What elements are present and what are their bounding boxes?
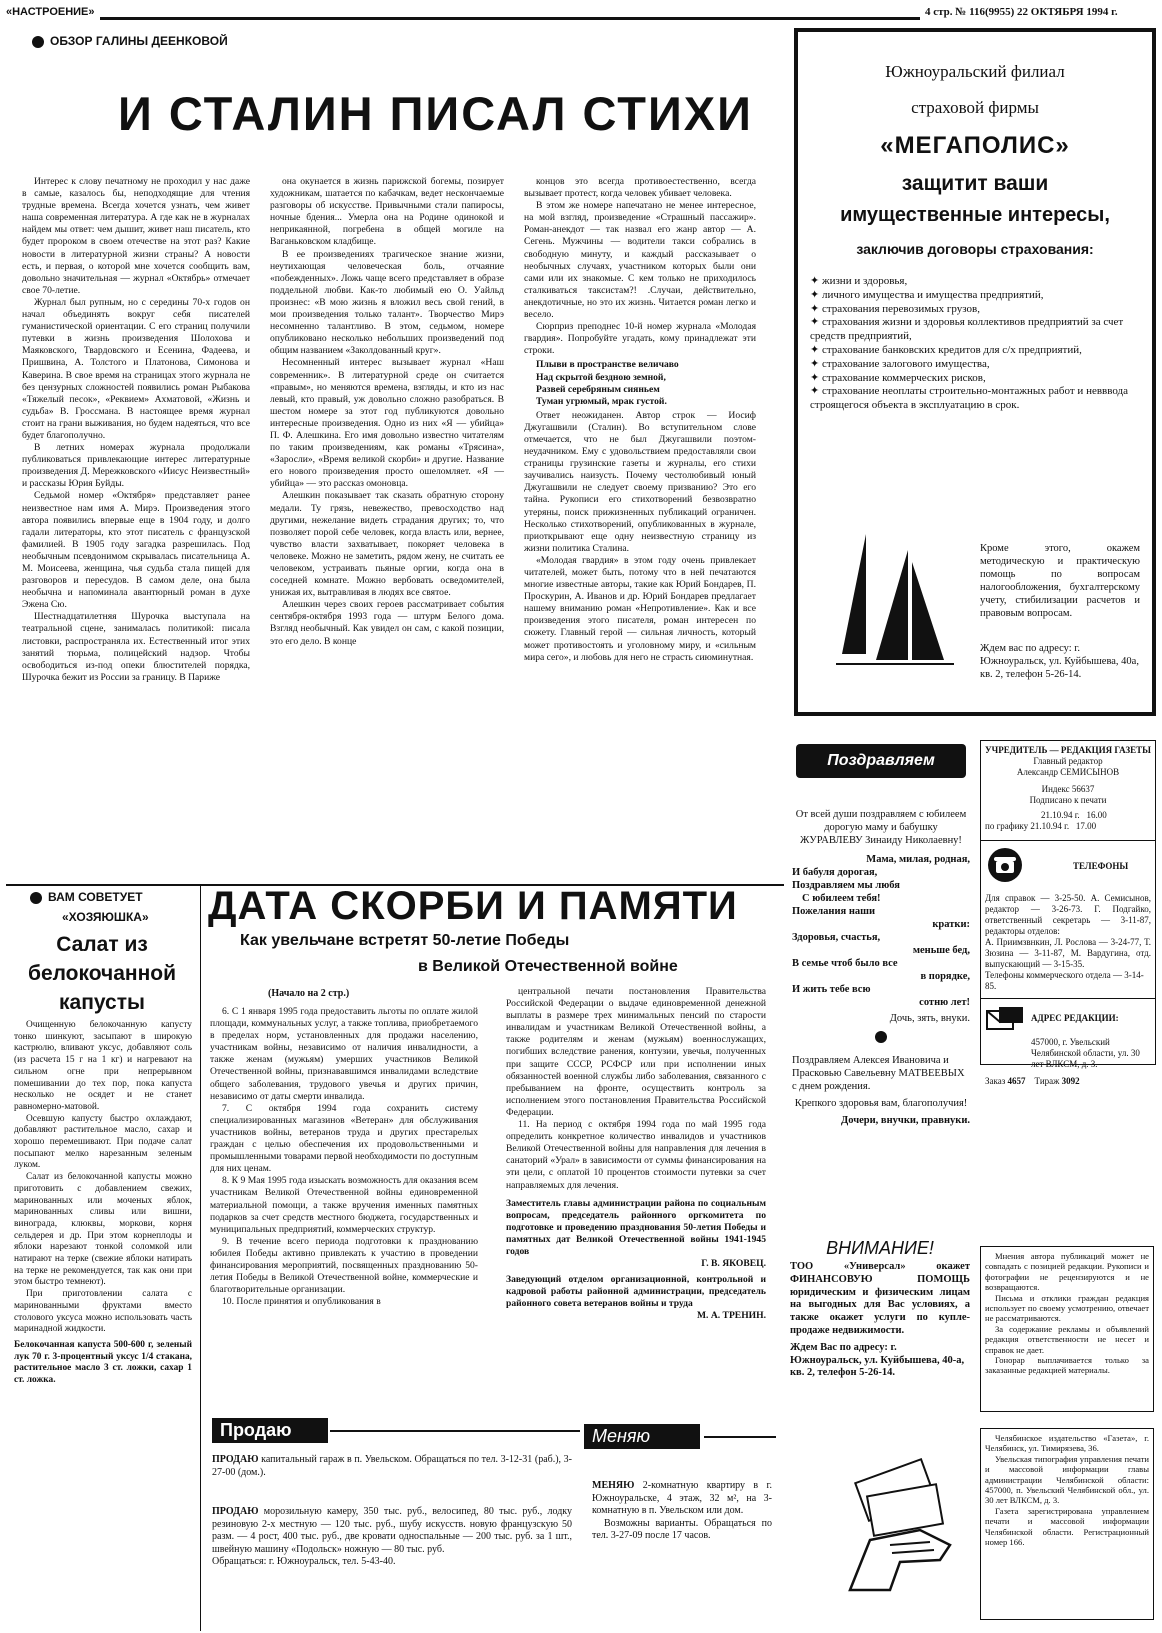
notice-text-1: Мнения автора публикаций может не совпадать с позицией редакции. Рукописи и фотографии не рецензируются и не возвращаются. [985, 1251, 1149, 1293]
publisher-text-2: Увельская типография управления печати и массовой информации главы администрации Челябинской области: 457000, п. Увельский Челябинской обл., ул. 30 лет ВЛКСМ, д. 3. [985, 1453, 1149, 1506]
signed-row-2: по графику 21.10.94 г. 17.00 [985, 821, 1097, 831]
list-item: ✦ жизни и здоровья, [810, 275, 908, 287]
hand-money-icon [830, 1450, 970, 1600]
bullet-icon [792, 1028, 970, 1046]
review-column-2: она окунается в жизнь парижской богемы, позирует художникам, шатается по кабачкам, ведет нескончаемые разговоры об искусстве. Привычными стали папиросы, ночные бдения... Умерла она на Родине одинокой и неприкаянной, погребена в общей могиле на Ваганьковском кладбище. В ее произведениях трагическое знание жизни, неутихающая человеческая боль, отчаяние «побежденных». Ложь чаще всего представляет в образе поддельной любви. Как-то любимый ею О. Уайльд произнес: «В мою жизнь я вложил весь свой гений, в мои произведения только талант». Творчество Мирэ несомненно талантливо. В этом, седьмом, номере опубликовано несколько небольших произведений под общим названием «Заколдованный круг». Несомненный интерес вызывает журнал «Наш современник». В литературной среде он считается «правым», но меняются времена, взгляды, и кто из нас левый, кто правый, уж довольно сложно разобраться. В шестом номере за этот год публикуются довольно интересные произведения. Одно из них «Я — убийца» П. Ф. Алешкина. Его имя довольно известно читателям по таким произведениям, как романы «Трясина», «Заросли», «Время великой скорби» и другие. Название его нового произведения просто ошеломляет. «Я — убийца» — это рассказ омоновца. Алешкин показывает так сказать обратную сторону медали. Ту грязь, невежество, превосходство над другими, нежелание видеть страдания других; то, что позволяет порой себе человек, когда власть или, вернее, чувство власти захватывает, покоряет человека в человеке. Можно не заметить, рядом жену, не считать ее человеком, устраивать пьяные оргии, когда она в соседней комнате. Можно вербовать осведомителей, унижая их, вытравливая в людях все святое. Алешкин через своих героев рассматривает события сентября-октября 1993 года — штурм Белого дома. Взгляд необычный. Как увидел он сам, с какой позиции, это его дело. В конце [270, 176, 504, 647]
continued-note: (Начало на 2 стр.) [268, 988, 350, 999]
phones-text: Для справок — 3-25-50. А. Семисынов, редактор — 3-26-73. Г. Подгайко, ответственный секретарь — 3-11-87, редакторы отделов: [985, 893, 1151, 936]
founder-title: УЧРЕДИТЕЛЬ — РЕДАКЦИЯ ГАЗЕТЫ [984, 745, 1152, 755]
holiday-column-1: 6. С 1 января 1995 года предоставить льготы по оплате жилой площади, коммунальных услуг, а также топлива, приобретаемого в пределах норм, установленных для продажи населению, участникам войны, независимо от наличия инвалидности, а также женам (мужьям) умерших участников Великой Отечественной войны, признававшимся инвалидами вследствие общего заболевания, трудового увечья и других причин, независимо от даты смерти инвалида. 7. С октября 1994 года сохранить систему специализированных магазинов «Ветеран» для обслуживания участников войны, ветеранов труда и других престарелых граждан с целью обеспечения их продовольственными и промышленными товарами первой необходимости по доступным для них ценам. 8. К 9 Мая 1995 года изыскать возможность для оказания всем участникам Великой Отечественной войны единовременной материальной помощи, а также вручения именных памятных подарков за счет средств местного бюджета, государственных и муниципальных предприятий, коммерческих структур. 9. В течение всего периода подготовки к празднованию юбилея Победы активно привлекать к участию в проведении финансирования мероприятий, посвященных празднованию 50-летия Победы в Великой Отечественной войне, коммерческие и благотворительные организации. 10. После принятия и опубликования в [210, 1006, 478, 1308]
editor-label: Главный редактор [1033, 756, 1103, 766]
recipe-title: Салат из белокочанной капусты [27, 933, 177, 1014]
review-column-1: Интерес к слову печатному не проходил у нас даже в самые, казалось бы, неподходящие для чтения трудные времена. Всегда хочется узнать, чем живет наша современная литература. А где как не в журналах найдем мы ответ: чем дышит, живет наш писатель, кто будет пророком в своем отечестве на этот раз? Какие новости в литературной жизни страны? А новости есть, и первая, о которой мне хочется сообщить вам, довольно значительная — журнал «Октябрь» отмечает свое 70-летие. Журнал был рупным, но с середины 70-х годов он начал объединять вокруг себя писателей гуманистической ориентации. С его страниц получили путевки в жизнь произведения Шолохова и Маяковского, Твардовского и Есенина, Фадеева, и Пришвина, А. Толстого и Платонова, Симонова и Каверина. В свое время на страницах этого журнала не без цензурных сложностей появились роман Рыбакова «Тяжелый песок», «Реквием» Ахматовой, «Жизнь и судьба» В. Гроссмана. В настоящее время журнал стоит на грани выживания, но будем надеяться, что все будет благополучно. В летних номерах журнала продолжали публиковаться привлекающие интерес литературные произведения Д. Мережковского «Иисус Неизвестный» и рассказы Юрия Буйды. Седьмой номер «Октября» представляет ранее неизвестное нам имя А. Мирэ. Произведения этого автора появились впервые еще в 1904 году, и долго гадали литераторы, кто этот писатель с французской фамилией. В 1905 году загадка разрешилась. Под необычным псевдонимом скрывалась писательница А. М. Моисеева, женщина, чья судьба стала пищей для разговоров и пересудов. В самом деле, она была необычна и напоминала авантюрный роман в духе Эжена Сю. Шестнадцатилетняя Шурочка выступала на театральной сцене, занималась политикой: писала листовки, распространяла их. Естественный итог этих занятий тюрьма, полицейский надзор. Чтобы освободиться из-под опеки блюстителей порядка, Шурочка бежит из России за границу. В Париже [22, 176, 250, 683]
star-icon: ✦ [810, 343, 822, 356]
poem: Плыви в пространстве величаво Над скрытой бездною земной, Развей серебряным сияньем Туман угрюмый, мрак густой. [536, 359, 679, 407]
exchange-ad: МЕНЯЮ 2-комнатную квартиру в г. Южноуральске, 4 этаж, 32 м², на 3-комнатную в п. Увельском или дом. Возможны варианты. Обращаться по тел. 3-27-09 после 17 часов. [592, 1480, 772, 1541]
sails-logo-icon [836, 524, 956, 674]
list-item: ✦ страхование коммерческих рисков, [810, 371, 986, 384]
publisher-text-3: Газета зарегистрирована управлением печати и массовой информации Челябинской области. Регистрационный номер 166. [985, 1505, 1149, 1548]
order-row: Заказ 4657 Тираж 3092 [985, 1076, 1080, 1086]
recipe-text: Очищенную белокочанную капусту тонко шинкуют, засыпают в широкую кастрюлю, вливают уксус, добавляют соль (из расчета 15 г на 1 кг) и нагревают на сильном огне при непрерывном помешивании до тех пор, пока капуста несколько не осядет и не станет равномерно-матовой. Осевшую капусту быстро охлаждают, добавляют растительное масло, сахар и хорошо перемешивают. При подаче салат посыпают мелко нарезанным зеленым луком. Салат из белокочанной капусты можно приготовить с добавлением свежих, маринованных или моченых яблок, маринованных сливы или вишни, винограда, клюквы, моркови, корня сельдерея и др. При этом корнеплоды и яблоки нарезают тонкой соломкой или натирают на терке (свежие яблоки натирать на терке не рекомендуется, так как они при этом быстро темнеют). При приготовлении салата с маринованными фруктами вместо столового уксуса можно использовать часть маринадной жидкости. Белокочанная капуста 500-600 г, зеленый лук 70 г. 3-процентный уксус 1/4 стакана, растительное масло 3 ст. ложки, сахар 1 ст. ложка. [14, 1020, 192, 1386]
address-header [981, 998, 1155, 1037]
firm-name: «МЕГАПОЛИС» [880, 132, 1070, 159]
section-title: «НАСТРОЕНИЕ» [6, 6, 95, 18]
address-title: АДРЕС РЕДАКЦИИ: [1031, 1013, 1119, 1023]
editor-name: Александр СЕМИСЫНОВ [1016, 767, 1120, 777]
phones-text-3: Телефоны коммерческого отдела — 3-14-85. [985, 970, 1144, 991]
congrats-text-1: От всей души поздравляем с юбилеем дорогую маму и бабушку ЖУРАВЛЕВУ Зинаиду Николаевну! [795, 809, 967, 846]
deputy-title: Заместитель главы администрации района по социальным вопросам, председатель районного оргкомитета по подготовке и проведению празднования 50-летия Победы и памятных дат Великой Отечественной войны 1941-1945 годов [506, 1197, 766, 1257]
exchange-rule [704, 1436, 776, 1438]
issue-info: 4 стр. № 116(9955) 22 ОКТЯБРЯ 1994 г. [925, 6, 1118, 18]
phones-header [981, 840, 1155, 893]
congrats-banner: Поздравляем [796, 744, 966, 778]
phones-title: ТЕЛЕФОНЫ [1073, 861, 1129, 871]
attention-text: ТОО «Универсал» окажет ФИНАНСОВУЮ ПОМОЩЬ юридическим и физическим лицам на выгодных для Вас условиях, а также окажет услуги по купле-продаже недвижимости. [790, 1261, 970, 1336]
sell-ad-2: ПРОДАЮ морозильную камеру, 350 тыс. руб., велосипед, 80 тыс. руб., лодку резиновую 2-х местную — 120 тыс. руб., шубу искусств. новую французскую 50 разм. — 4 рост, 400 тыс. руб., две кровати односпальные — 200 тыс. руб. за 1 шт., швейную машину «Подольск» ножную — 80 тыс. руб. Обращаться: г. Южноуральск, тел. 5-43-40. [212, 1506, 572, 1567]
signed-label: Подписано к печати [1029, 795, 1107, 805]
holiday-subtitle-1: Как увельчане встретят 50-летие Победы [240, 932, 570, 949]
holiday-subtitle-2: в Великой Отечественной войне [418, 958, 678, 975]
envelope-icon [985, 1005, 1025, 1035]
editorial-notice [980, 1246, 1154, 1412]
star-icon: ✦ [810, 288, 822, 301]
congrats-text-3: Крепкого здоровья вам, благополучия! [794, 1098, 968, 1109]
star-icon: ✦ [810, 302, 822, 315]
congrats-sign-2: Дочери, внучки, правнуки. [841, 1115, 970, 1126]
list-item: ✦ личного имущества и имущества предприятий, [810, 288, 1044, 301]
ad-extra: Кроме этого, окажем методическую и практическую помощь по вопросам налогообложения, бухгалтерскому учету, стибилизации расчетов и правовым вопросам. [980, 543, 1140, 619]
ad-line-3: защитит ваши [901, 172, 1049, 195]
byline: ОБЗОР ГАЛИНЫ ДЕЕНКОВОЙ [32, 34, 228, 48]
congrats-verse: Мама, милая, родная, И бабуля дорогая, Поздравляем мы любя С юбилеем тебя! Пожелания наши кратки: Здоровья, счастья, меньше бед, В семье чтоб было все в порядке, И жить тебе всю сотню лет! [792, 854, 970, 1008]
notice-text-4: Гонорар выплачивается только за заказанные редакцией материалы. [985, 1355, 1149, 1376]
attention-ad [790, 1238, 970, 1438]
attention-address: Ждем Вас по адресу: г. Южноуральск, ул. Куйбышева, 40-а, кв. 2, телефон 5-26-14. [790, 1341, 965, 1379]
sell-ad-1: ПРОДАЮ капитальный гараж в п. Увельском. Обращаться по тел. 3-12-31 (раб.), 3-27-00 (дом.). [212, 1454, 573, 1478]
phones-text-2: А. Приимзвнкин, Л. Рослова — 3-24-77, Т. Зюзина — 3-11-87, М. Вардугина, отд. выпускающий — 3-15-35. [985, 937, 1151, 969]
founder-box [980, 740, 1156, 1086]
ad-line-1: Южноуральский филиал [885, 62, 1065, 81]
recipe-rubric-2: «ХОЗЯЮШКА» [62, 910, 149, 924]
congrats-sign-1: Дочь, зять, внуки. [889, 1013, 970, 1024]
sell-rule [330, 1430, 580, 1432]
star-icon: ✦ [810, 371, 822, 384]
bullet-icon [32, 36, 44, 48]
ad-line-2: страховой фирмы [911, 98, 1039, 117]
congrats-section [792, 738, 970, 1168]
recipe-ingredients: Белокочанная капуста 500-600 г, зеленый лук 70 г. 3-процентный уксус 1/4 стакана, растительное масло 3 ст. ложки, сахар 1 ст. ложка. [14, 1339, 192, 1386]
holiday-headline: ДАТА СКОРБИ И ПАМЯТИ [208, 884, 738, 928]
ad-line-5: заключив договоры страхования: [856, 241, 1094, 257]
list-item: ✦ страхования перевозимых грузов, [810, 302, 980, 315]
exchange-rubric: Меняю [584, 1424, 700, 1449]
sell-rubric: Продаю [212, 1418, 328, 1443]
bullet-icon [30, 892, 42, 904]
head-title: Заведующий отделом организационной, контрольной и кадровой работы районной администрации, председатель районного совета ветеранов войны и труда [506, 1274, 766, 1310]
ad-line-4: имущественные интересы, [840, 204, 1110, 226]
list-item: ✦ страхование банковских кредитов для с/х предприятий, [810, 343, 1082, 356]
attention-title: ВНИМАНИЕ! [826, 1238, 934, 1258]
recipe-rubric: ВАМ СОВЕТУЕТ [30, 890, 143, 904]
notice-text-3: За содержание рекламы и объявлений редакция ответственности не несет и справок не дает. [985, 1323, 1149, 1355]
publisher-box [980, 1428, 1154, 1620]
star-icon: ✦ [810, 275, 822, 287]
deputy-name: Г. В. ЯКОВЕЦ. [701, 1258, 766, 1270]
insurance-ad [794, 28, 1156, 716]
review-column-3: концов это всегда противоестественно, всегда вызывает протест, когда человек убивает человека. В этом же номере напечатано не менее интересное, на мой взгляд, произведение «Страшный пассажир». Роман-анекдот — так назвал его жанр автор — А. Сегень. Мужчины — водители такси собрались в свободную минуту, и каждый рассказывает о необычных случаях, участником которых были они сами или их знакомые. С кем только не приходилось сталкиваться таксистам?! .Случаи, действительно, анекдотичные, но это их жизнь. Читается роман легко и весело. Сюрприз преподнес 10-й номер журнала «Молодая гвардия». Попробуйте угадать, кому принадлежат эти строки. Плыви в пространстве величаво Над скрытой бездною земной, Развей серебряным сияньем Туман угрюмый, мрак густой. Ответ неожиданен. Автор строк — Иосиф Джугашвили (Сталин). Во вступительном слове отмечается, что не был Джугашвили поэтом-неудачником. Ему с удовольствием предоставляли свои страницы грузинские газеты и журналы, его стихи заучивались наизусть. Почему честолюбивый юный Джугашвили не следует своему призванию? Это его тайна. Рукописи его стихотворений безвозвратно утеряны, поиск прижизненных публикаций ограничен. Несколько стихотворений, опубликованных в журнале, приоткрывают еще одну неизвестную страницу из жизни политика Сталина. «Молодая гвардия» в этом году очень привлекает читателей, может быть, потому что в ней печатаются многие известные авторы, такие как Юрий Бондарев, П. Проскурин, А. Иванов и др. Юрий Бондарев предлагает нашему вниманию роман «Непротивление». Как и все произведения этого писателя, роман интересен по сюжету. Главный герой — сильная личность, который может противостоять и уголовному миру, и «сильным мира сего», и любовь для него не страсть сиюминутная. [524, 176, 756, 663]
notice-text-2: Письма и отклики граждан редакция использует по своему усмотрению, отвечает не рассматриваются. [985, 1292, 1149, 1324]
list-item: ✦ страхование залогового имущества, [810, 357, 990, 370]
holiday-column-2: центральной печати постановления Правительства Российской Федерации о выдаче единовременной денежной выплаты в размере трех минимальных пенсий по старости инвалидам и участникам Великой Отечественной войны, а также родителям и женам (мужьям) военнослужащих, погибших вследствие ранения, контузии, увечья, полученных при защите СССР, РСФСР или при исполнении иных обязанностей военной службы либо заболевания, связанного с пребыванием на фронте, осуществить контроль за исполнением этого постановления Правительства Российской Федерации. 11. На период с октября 1994 года по май 1995 года определить конкретное количество инвалидов и участников Великой Отечественной войны для направления для лечения в санаторий «Урал» в зависимости от суммы финансирования на эти цели, с оплатой 10 процентов стоимости путевки за счет направляемых для лечения. Заместитель главы администрации района по социальным вопросам, председатель районного оргкомитета по подготовке и проведению празднования 50-летия Победы и памятных дат Великой Отечественной войны 1941-1945 годов Г. В. ЯКОВЕЦ. Заведующий отделом организационной, контрольной и кадровой работы районной администрации, председатель районного совета ветеранов войны и труда М. А. ТРЕНИН. [506, 986, 766, 1322]
insurance-list [810, 275, 1138, 413]
recipe-divider [200, 886, 201, 1631]
article-headline: И СТАЛИН ПИСАЛ СТИХИ [118, 87, 753, 140]
subscription-index: Индекс 56637 [1041, 784, 1095, 794]
star-icon: ✦ [810, 385, 822, 398]
address-text: 457000, г. Увельский Челябинской области, ул. 30 лет ВЛКСМ, д. 3. [1031, 1037, 1140, 1069]
star-icon: ✦ [810, 357, 822, 370]
congrats-text-2: Поздравляем Алексея Ивановича и Прасковью Савельевну МАТВЕЕВЫХ с днем рождения. [792, 1055, 965, 1092]
ad-address: Ждем вас по адресу: г. Южноуральск, ул. Куйбышева, 40а, кв. 2, телефон 5-26-14. [980, 643, 1139, 680]
signed-row-1: 21.10.94 г. 16.00 [1041, 810, 1107, 820]
masthead-rule [100, 17, 920, 20]
list-item: ✦ страхования жизни и здоровья коллективов предприятий за счет средств предприятий, [810, 316, 1124, 343]
telephone-icon [987, 847, 1023, 883]
list-item: ✦ страхование неоплаты строительно-монтажных работ и невввода строящегося объекта в эксплуатацию в срок. [810, 385, 1129, 412]
star-icon: ✦ [810, 316, 822, 329]
publisher-text-1: Челябинское издательство «Газета», г. Челябинск, ул. Тимирязева, 36. [985, 1433, 1149, 1454]
head-name: М. А. ТРЕНИН. [696, 1310, 766, 1322]
